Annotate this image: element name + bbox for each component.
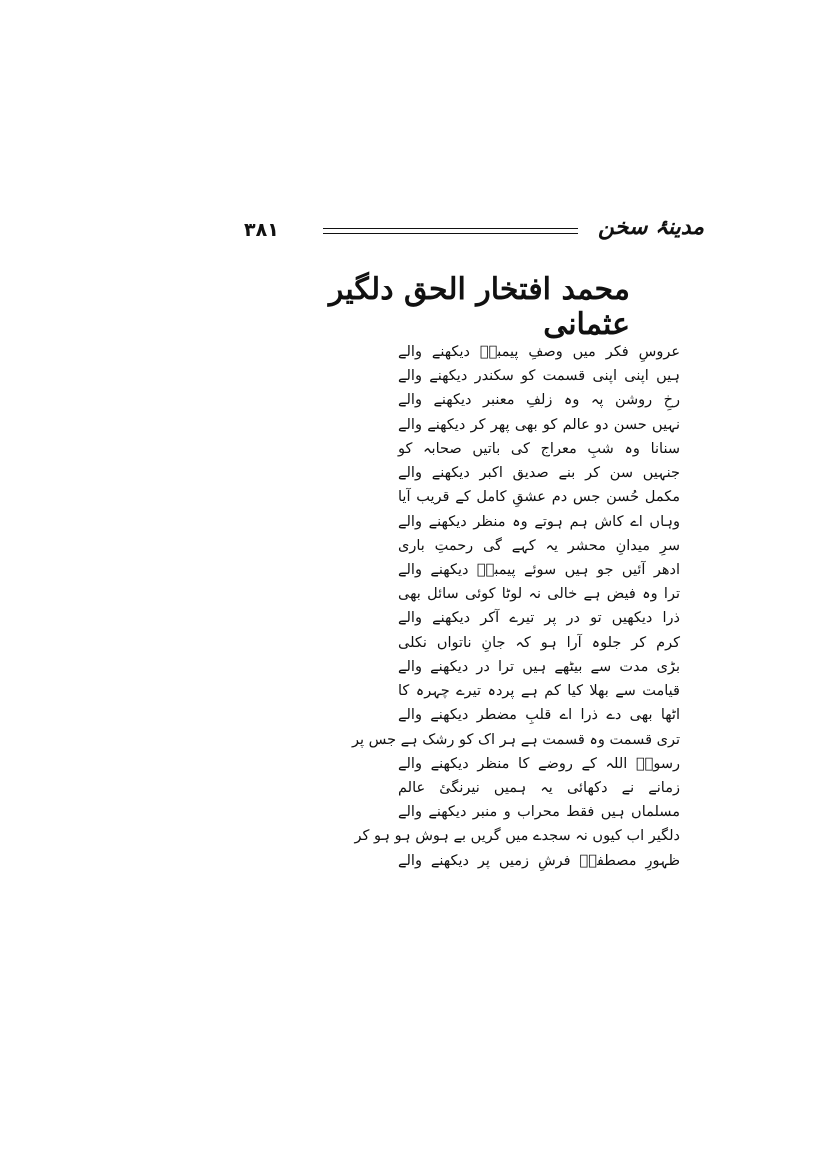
poem-line: ذرا دیکھیں تو در پر تیرے آکر دیکھنے والے <box>398 610 680 627</box>
poem-line: جنہیں سن کر بنے صدیق اکبر دیکھنے والے <box>398 465 680 482</box>
poem-line: زمانے نے دکھائی یہ ہمیں نیرنگیٔ عالم <box>398 779 680 796</box>
poet-name: محمد افتخار الحق دلگیر عثمانی <box>328 272 630 342</box>
book-title: مدینۂ سخن <box>598 215 705 240</box>
poem-line: دلگیر اب کیوں نہ سجدے میں گریں بے ہوش ہو ہو کر <box>354 828 680 845</box>
poem-line: ادھر آئیں جو ہیں سوئے پیمبرؐ دیکھنے والے <box>398 561 680 578</box>
poem-line: ہیں اپنی اپنی قسمت کو سکندر دیکھنے والے <box>398 368 680 385</box>
poem-line: ترا وہ فیض ہے خالی نہ لوٹا کوئی سائل بھی <box>398 586 680 603</box>
poem-line: بڑی مدت سے بیٹھے ہیں ترا در دیکھنے والے <box>398 658 680 675</box>
poem-line: مسلماں ہیں فقط محراب و منبر دیکھنے والے <box>398 804 680 821</box>
poem <box>351 340 680 873</box>
poem-line: ظہورِ مصطفیؐ فرشِ زمیں پر دیکھنے والے <box>398 852 680 869</box>
header-rule-bottom <box>323 233 578 234</box>
page-header <box>0 215 826 255</box>
poem-line: رخِ روشن پہ وہ زلفِ معنبر دیکھنے والے <box>398 392 680 409</box>
poem-line: اٹھا بھی دے ذرا اے قلبِ مضطر دیکھنے والے <box>398 707 680 724</box>
poem-line: قیامت سے بھلا کیا کم ہے پردہ تیرے چہرہ کا <box>398 683 680 700</box>
poem-line: عروسِ فکر میں وصفِ پیمبرؐ دیکھنے والے <box>398 344 680 360</box>
poem-line: کرم کر جلوہ آرا ہو کہ جانِ ناتواں نکلی <box>398 634 680 651</box>
poem-line: مکمل حُسن جس دم عشقِ کامل کے قریب آیا <box>398 489 680 506</box>
poem-line: رسولؐ اللہ کے روضے کا منظر دیکھنے والے <box>398 755 680 772</box>
poem-line: سنانا وہ شبِ معراج کی باتیں صحابہ کو <box>398 440 680 457</box>
page-number: ۳۸۱ <box>244 219 279 241</box>
header-rule-top <box>323 228 578 229</box>
poem-line: تری قسمت وہ قسمت ہے ہر اک کو رشک ہے جس پر <box>351 731 680 748</box>
poem-line: سرِ میدانِ محشر یہ کہے گی رحمتِ باری <box>398 537 680 554</box>
poem-line: نہیں حسن دو عالم کو بھی پھر کر دیکھنے والے <box>398 416 680 433</box>
poem-line: وہاں اے کاش ہم ہوتے وہ منظر دیکھنے والے <box>398 513 680 530</box>
